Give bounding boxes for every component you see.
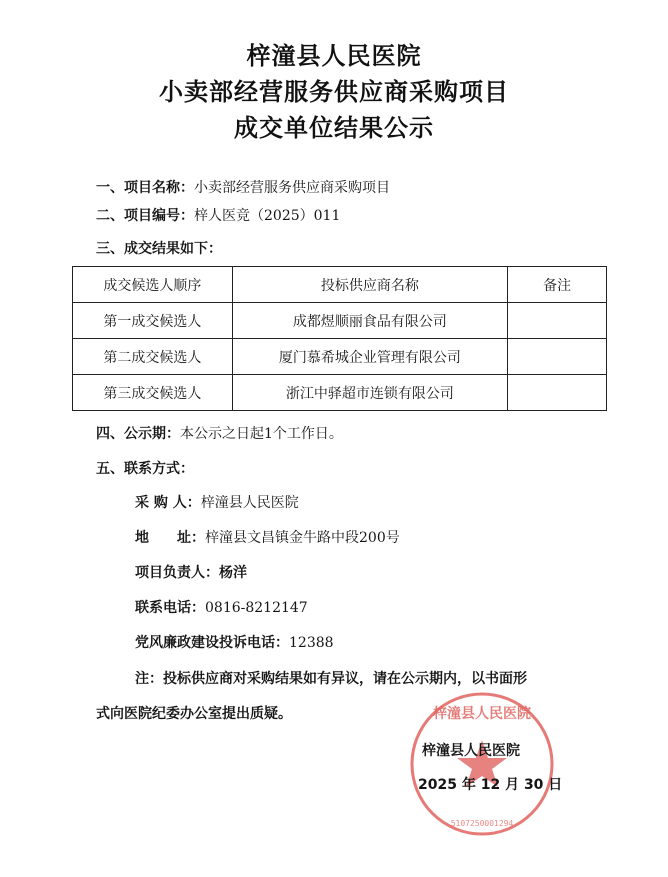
- table-cell-order: 第一成交候选人: [73, 303, 233, 339]
- address-line: [135, 527, 400, 547]
- note-text-1: 投标供应商对采购结果如有异议，请在公示期内，以书面形: [163, 671, 527, 687]
- phone-line: [135, 597, 308, 617]
- table-cell-remark: [508, 339, 607, 375]
- table-header-supplier: 投标供应商名称: [232, 267, 507, 303]
- table-cell-order: 第三成交候选人: [73, 375, 233, 411]
- table-cell-remark: [508, 303, 607, 339]
- project-manager-line: 项目负责人：杨洋: [135, 565, 247, 581]
- contact-heading: 五、联系方式：: [96, 461, 194, 477]
- project-name-label: 一、项目名称：: [96, 180, 194, 196]
- project-number-value: 梓人医竞（2025）011: [194, 208, 341, 224]
- table-cell-supplier: 成都煜顺丽食品有限公司: [232, 303, 507, 339]
- project-number-line: [96, 205, 340, 225]
- address-value: 梓潼县文昌镇金牛路中段200号: [205, 530, 400, 546]
- note-label: 注：: [135, 671, 163, 687]
- title-project: 小卖部经营服务供应商采购项目: [159, 78, 509, 106]
- seal-number: 5107250001294: [450, 819, 514, 828]
- table-row: [73, 375, 607, 411]
- purchaser-line: [135, 492, 299, 512]
- notice-period-label: 四、公示期：: [96, 426, 180, 442]
- phone-value: 0816-8212147: [205, 600, 308, 616]
- table-row: [73, 339, 607, 375]
- table-cell-remark: [508, 375, 607, 411]
- project-name-line: [96, 177, 390, 197]
- result-heading: 三、成交结果如下：: [96, 241, 222, 257]
- table-header-order: 成交候选人顺序: [73, 267, 233, 303]
- purchaser-label: 采 购 人：: [135, 495, 201, 511]
- seal-text: 梓潼县人民医院: [433, 706, 531, 722]
- signature-date: 2025 年 12 月 30 日: [418, 777, 563, 793]
- purchaser-value: 梓潼县人民医院: [200, 495, 299, 511]
- table-header-remark: 备注: [508, 267, 607, 303]
- signature-org: 梓潼县人民医院: [422, 743, 520, 759]
- notice-period-line: [96, 423, 343, 443]
- complaint-phone-value: 12388: [289, 635, 334, 651]
- phone-label: 联系电话：: [135, 600, 205, 616]
- title-hospital: 梓潼县人民医院: [246, 42, 422, 70]
- title-announcement: 成交单位结果公示: [234, 114, 434, 142]
- address-label: 地 址：: [135, 530, 205, 546]
- table-row: [73, 303, 607, 339]
- note-line-1: [135, 668, 527, 688]
- table-cell-supplier: 厦门慕希城企业管理有限公司: [232, 339, 507, 375]
- table-cell-supplier: 浙江中驿超市连锁有限公司: [232, 375, 507, 411]
- result-table: [72, 266, 607, 411]
- table-cell-order: 第二成交候选人: [73, 339, 233, 375]
- notice-period-value: 本公示之日起1个工作日。: [180, 426, 343, 442]
- complaint-phone-label: 党风廉政建设投诉电话：: [135, 635, 289, 651]
- note-line-2: 式向医院纪委办公室提出质疑。: [96, 706, 292, 722]
- project-name-value: 小卖部经营服务供应商采购项目: [194, 180, 390, 196]
- complaint-phone-line: [135, 632, 334, 652]
- official-seal: [408, 690, 556, 838]
- table-header-row: [73, 267, 607, 303]
- project-number-label: 二、项目编号：: [96, 208, 194, 224]
